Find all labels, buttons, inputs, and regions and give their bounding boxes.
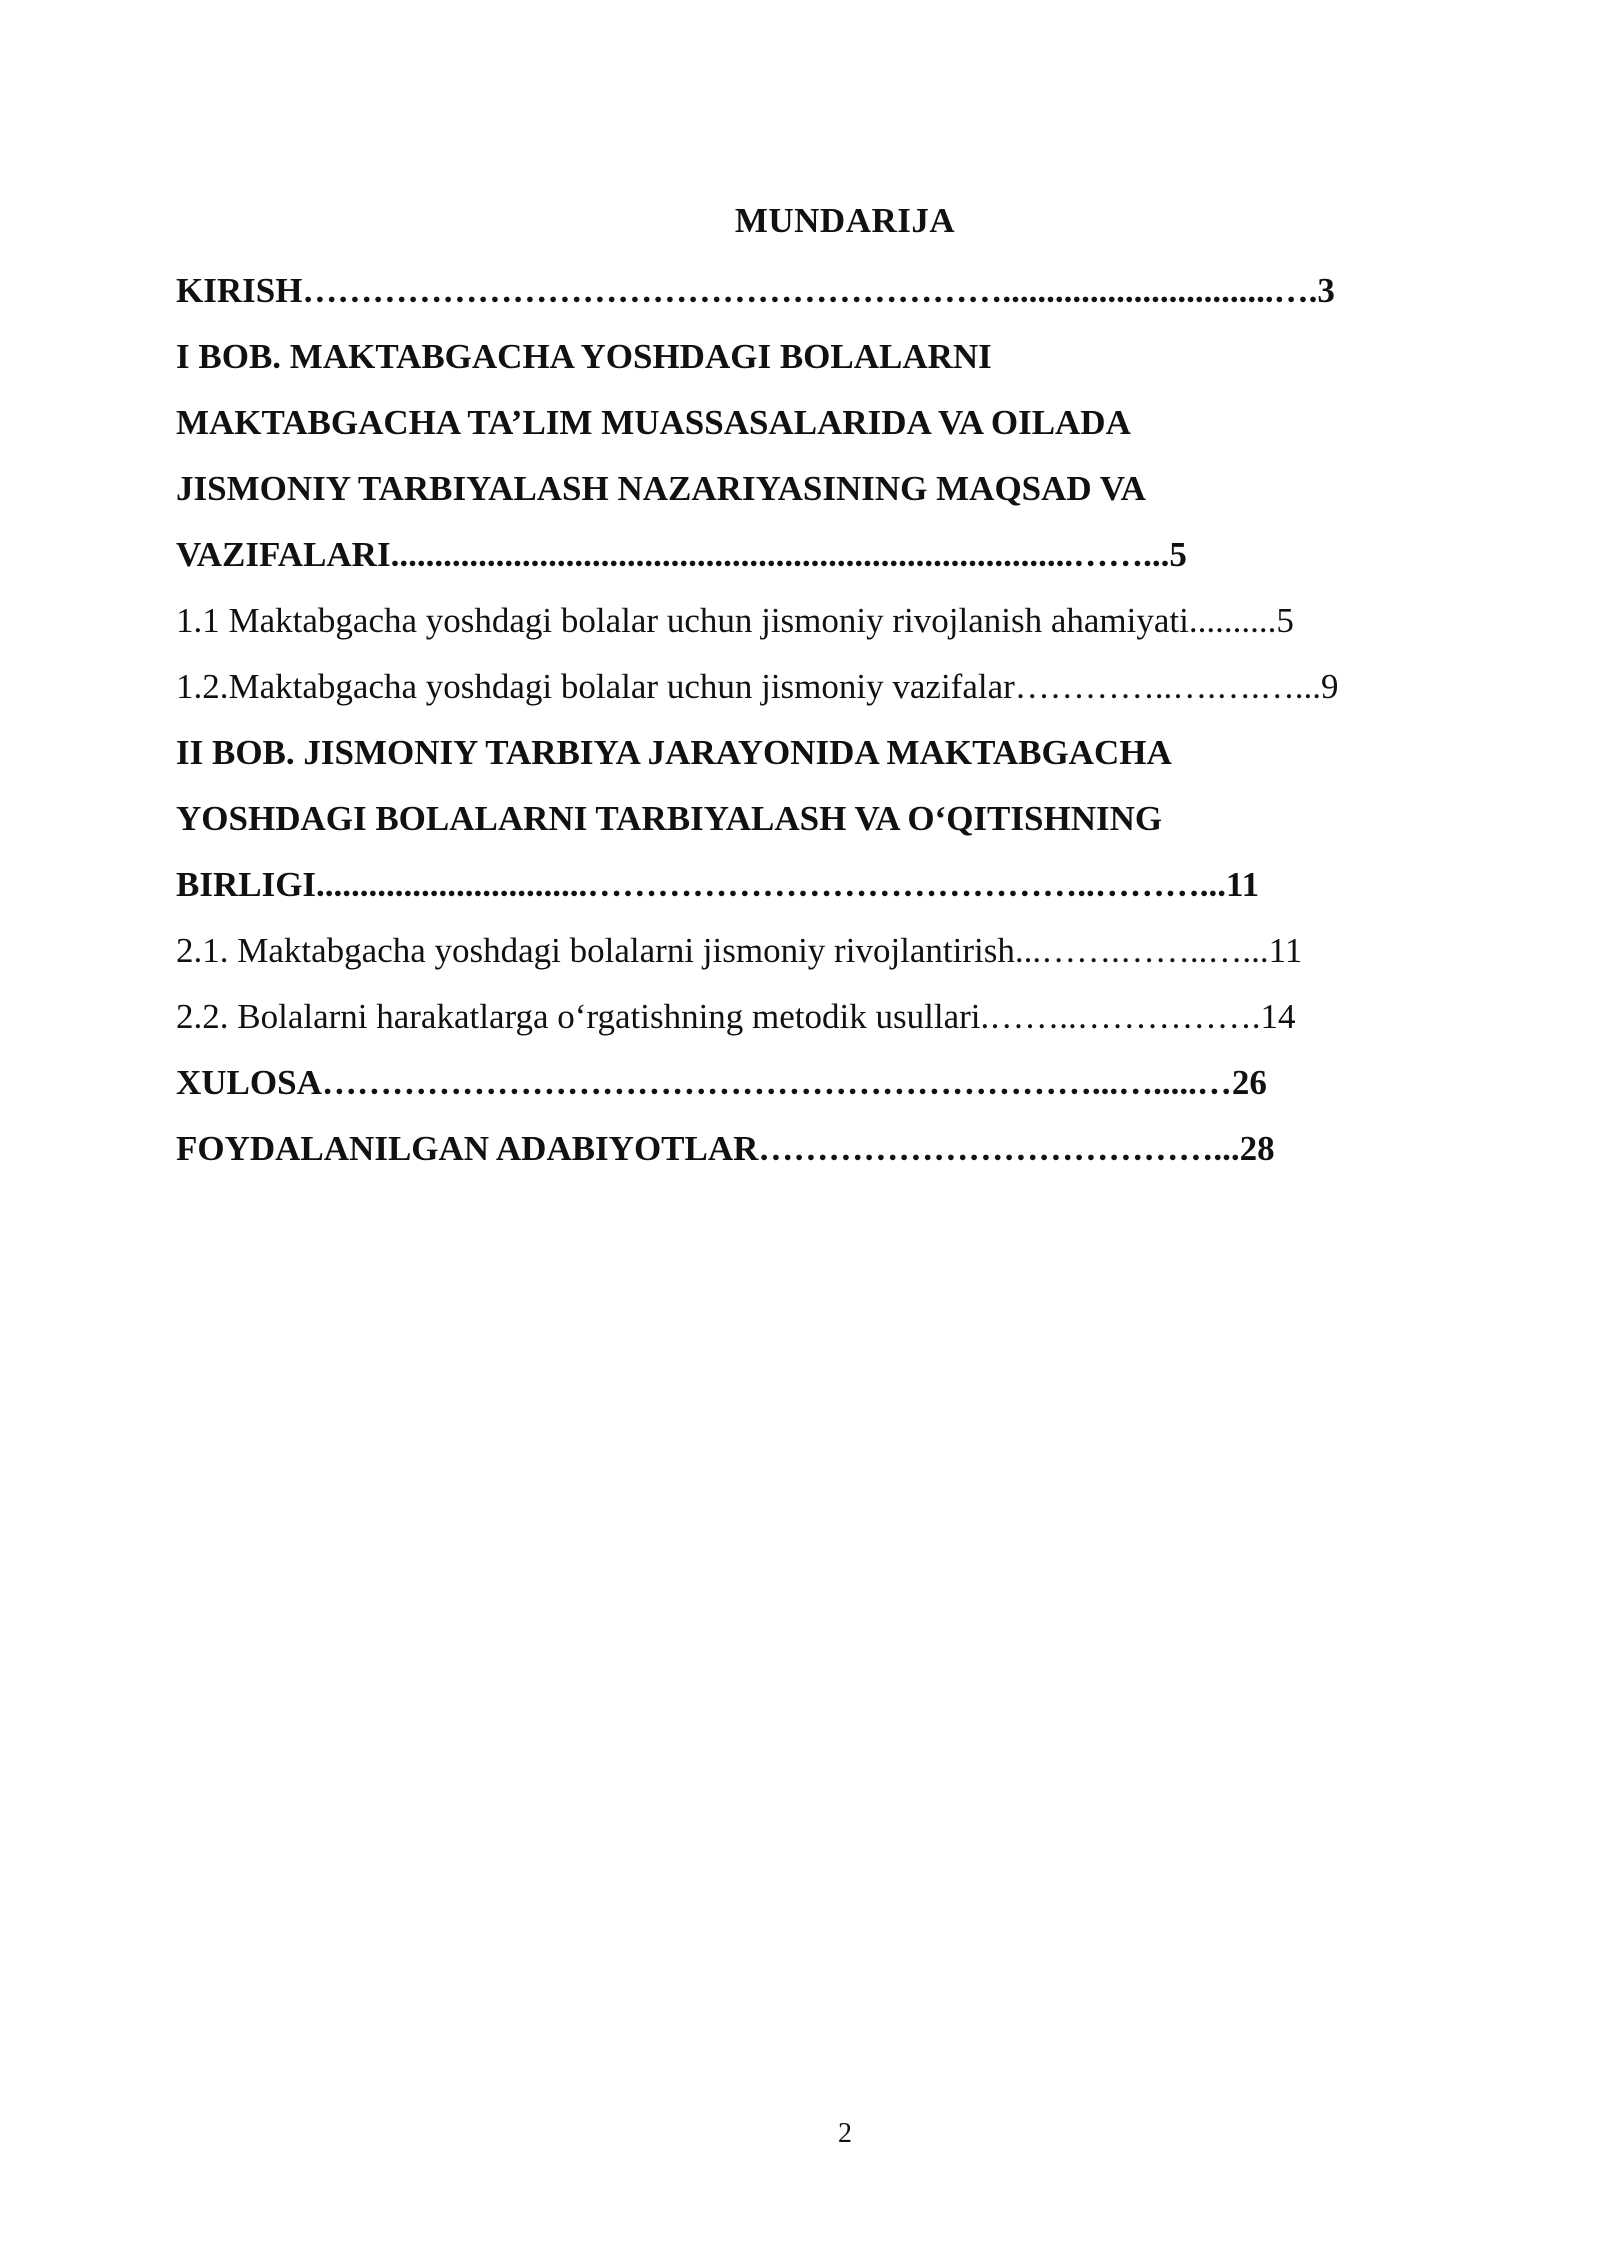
toc-entry-xulosa: XULOSA…………………………………………………………...….....…26 — [176, 1063, 1267, 1102]
toc-entry-chapter-2-line-1: II BOB. JISMONIY TARBIYA JARAYONIDA MAKTABGACHA — [176, 733, 1172, 772]
toc-entry-chapter-1-line-4: VAZIFALARI..............................................................................……...5 — [176, 535, 1187, 574]
toc-entry-section-1-1: 1.1 Maktabgacha yoshdagi bolalar uchun jismoniy rivojlanish ahamiyati..........5 — [176, 601, 1294, 640]
toc-entry-chapter-1-line-3: JISMONIY TARBIYALASH NAZARIYASINING MAQSAD VA — [176, 469, 1146, 508]
toc-entry-foydalanilgan-adabiyotlar: FOYDALANILGAN ADABIYOTLAR…………………………………...28 — [176, 1129, 1275, 1168]
toc-entry-chapter-1-line-1: I BOB. MAKTABGACHA YOSHDAGI BOLALARNI — [176, 337, 992, 376]
table-of-contents — [176, 258, 1400, 1182]
toc-entry-section-1-2: 1.2.Maktabgacha yoshdagi bolalar uchun jismoniy vazifalar…………..….….…...9 — [176, 667, 1339, 706]
page-number: 2 — [838, 2118, 852, 2149]
toc-entry-chapter-1-line-2: MAKTABGACHA TA’LIM MUASSASALARIDA VA OILADA — [176, 403, 1131, 442]
toc-heading: MUNDARIJA — [734, 201, 956, 240]
toc-entry-chapter-2-line-3: BIRLIGI...............................……………………………………..………...11 — [176, 865, 1260, 904]
toc-entry-section-2-2: 2.2. Bolalarni harakatlarga o‘rgatishning metodik usullari.……..…………….14 — [176, 997, 1296, 1036]
toc-entry-chapter-2-line-2: YOSHDAGI BOLALARNI TARBIYALASH VA O‘QITISHNING — [176, 799, 1163, 838]
toc-entry-kirish: KIRISH……………………………………………………...............................….3 — [176, 271, 1335, 310]
toc-entry-section-2-1: 2.1. Maktabgacha yoshdagi bolalarni jismoniy rivojlantirish...…….……..…...11 — [176, 931, 1303, 970]
